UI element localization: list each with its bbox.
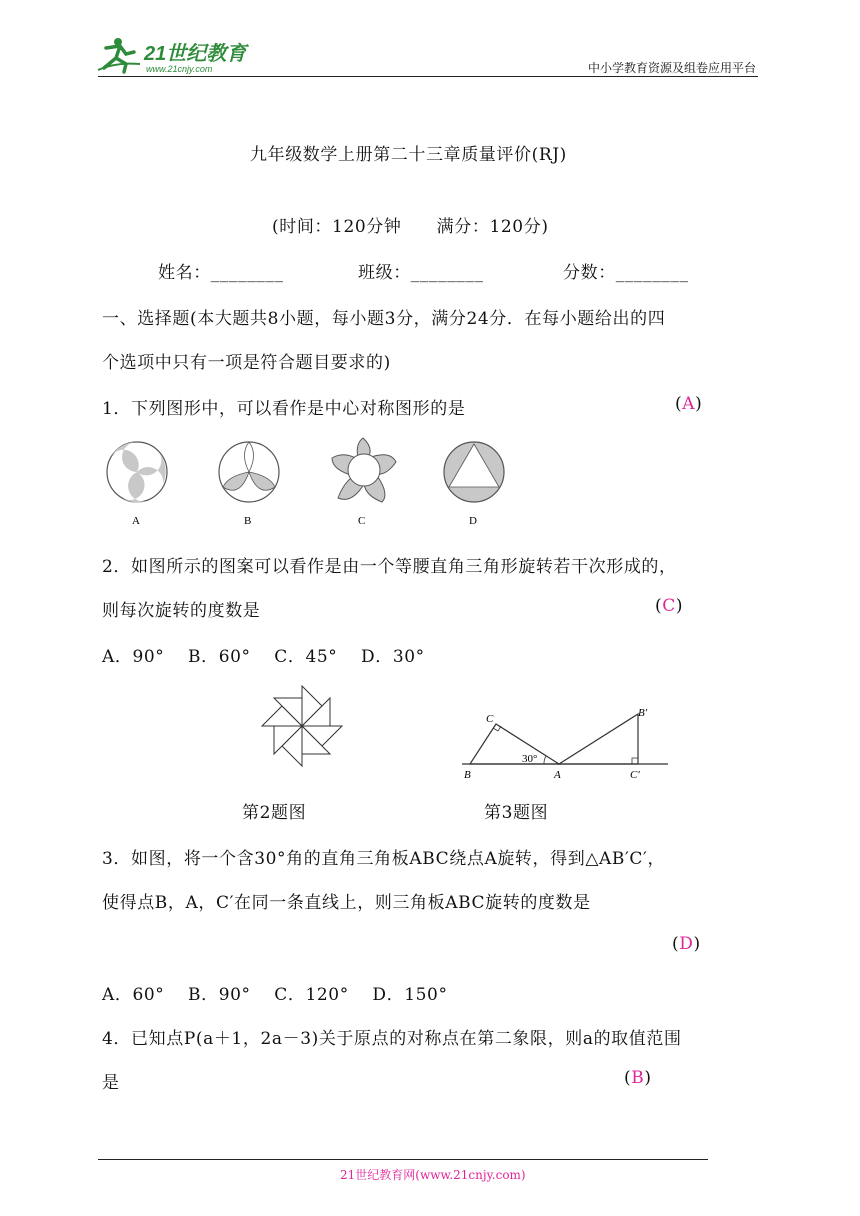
answer-1: (A) — [675, 394, 703, 414]
figure-b-label: B — [244, 515, 252, 527]
logo-text: 21世纪教育 — [144, 43, 247, 65]
question-2-line1: 2．如图所示的图案可以看作是由一个等腰直角三角形旋转若干次形成的， — [102, 557, 677, 577]
point-a-label: A — [554, 769, 561, 781]
name-field: 姓名：________ — [158, 263, 284, 283]
exam-info: (时间：120分钟 满分：120分) — [272, 217, 549, 237]
question-1: 1．下列图形中，可以看作是中心对称图形的是 — [102, 399, 466, 419]
figure-c-label: C — [358, 515, 366, 527]
footer-text: 21世纪教育网(www.21cnjy.com) — [340, 1168, 526, 1182]
score-field: 分数：________ — [563, 263, 689, 283]
q1-figures — [100, 436, 520, 532]
footer-divider — [98, 1159, 708, 1160]
caption-figure-3: 第3题图 — [484, 803, 549, 823]
question-2-options: A．90° B．60° C．45° D．30° — [102, 647, 425, 667]
logo-url: www.21cnjy.com — [146, 64, 213, 74]
point-b-prime-label: B′ — [638, 707, 648, 719]
answer-1-letter: A — [682, 394, 696, 414]
section-heading-line2: 个选项中只有一项是符合题目要求的) — [102, 353, 391, 373]
figure-d-label: D — [469, 515, 477, 527]
answer-3: (D) — [672, 934, 701, 954]
question-4-line1: 4．已知点P(a＋1，2a－3)关于原点的对称点在第二象限，则a的取值范围 — [102, 1029, 682, 1049]
answer-4: (B) — [624, 1068, 652, 1088]
point-c-prime-label: C′ — [630, 769, 640, 781]
figure-b — [219, 442, 279, 527]
question-2-line2: 则每次旋转的度数是 — [102, 601, 261, 621]
page-title: 九年级数学上册第二十三章质量评价(RJ) — [250, 145, 567, 165]
q3-triangle-figure — [456, 700, 676, 784]
figure-d — [444, 442, 504, 527]
answer-4-letter: B — [631, 1068, 645, 1088]
figure-c — [332, 438, 396, 527]
point-b-label: B — [464, 769, 471, 781]
answer-2-letter: C — [662, 596, 676, 616]
figure-a — [107, 442, 167, 527]
section-heading-line1: 一、选择题(本大题共8小题，每小题3分，满分24分．在每小题给出的四 — [102, 309, 666, 329]
question-4-line2: 是 — [102, 1073, 120, 1093]
point-c-label: C — [486, 713, 494, 725]
question-3-options: A．60° B．90° C．120° D．150° — [102, 985, 448, 1005]
q2-pinwheel-figure — [246, 684, 358, 770]
answer-3-letter: D — [679, 934, 694, 954]
class-field: 班级：________ — [358, 263, 484, 283]
question-3-line1: 3．如图，将一个含30°角的直角三角板ABC绕点A旋转，得到△AB′C′， — [102, 849, 666, 869]
header-divider — [98, 76, 758, 77]
figure-a-label: A — [132, 515, 140, 527]
answer-2: (C) — [655, 596, 684, 616]
caption-figure-2: 第2题图 — [242, 803, 307, 823]
logo-icon — [96, 34, 256, 74]
question-3-line2: 使得点B，A，C′在同一条直线上，则三角板ABC旋转的度数是 — [102, 893, 591, 913]
platform-name: 中小学教育资源及组卷应用平台 — [587, 61, 756, 75]
angle-label: 30° — [522, 753, 538, 765]
